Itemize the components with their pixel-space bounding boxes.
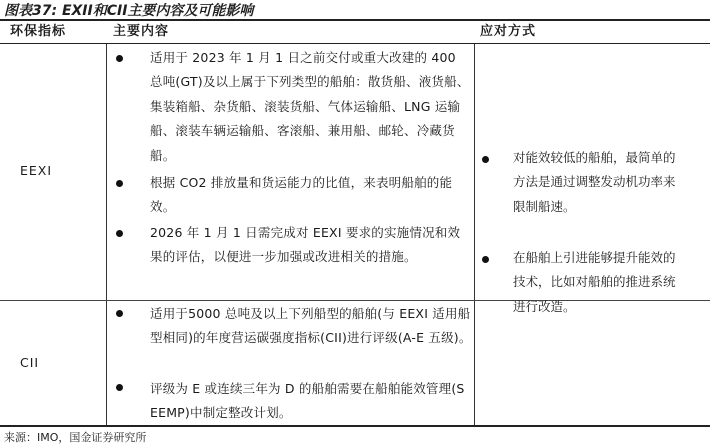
row-label-eexi: EEXI [20,163,53,178]
bullet-dot [116,180,123,187]
header-indicator: 环保指标 [10,24,67,39]
top-rule [0,19,710,21]
bullet-dot [116,310,123,317]
column-divider-right [474,44,475,425]
bullet-dot [482,156,489,163]
response-item: 在船舶上引进能够提升能效的技术，比如对船舶的推进系统进行改造。 [513,250,676,314]
source-note: 来源：IMO，国金证券研究所 [4,431,147,444]
row-label-cii: CII [20,355,40,370]
bottom-rule [0,425,710,427]
content-item: 适用于5000 总吨及以上下列船型的船舶(与 EEXI 适用船型相同)的年度营运碳强度指标(CII)进行评级(A-E 五级)。 [150,306,472,346]
bullet-dot [116,55,123,62]
bullet-dot [482,256,489,263]
header-response: 应对方式 [480,24,537,39]
bullet-dot [116,384,123,391]
content-item: 适用于 2023 年 1 月 1 日之前交付或重大改建的 400 总吨(GT)及以上属于下列类型的船舶：散货船、液货船、集装箱船、杂货船、滚装货船、气体运输船、LNG 运输船、滚装车辆运输船、客滚船、兼用船、邮轮、冷藏货船。 [150,50,470,163]
figure-title: 图表37: EXII和CII主要内容及可能影响 [4,3,254,19]
column-divider-left [106,44,107,425]
content-item: 评级为 E 或连续三年为 D 的船舶需要在船舶能效管理(SEEMP)中制定整改计划。 [150,381,465,421]
response-item: 对能效较低的船舶，最简单的方法是通过调整发动机功率来限制船速。 [513,150,676,214]
bullet-dot [116,230,123,237]
header-content: 主要内容 [113,24,170,39]
content-item: 2026 年 1 月 1 日需完成对 EEXI 要求的实施情况和效果的评估，以便进一步加强或改进相关的措施。 [150,225,461,265]
content-item: 根据 CO2 排放量和货运能力的比值，来表明船舶的能效。 [150,175,453,215]
